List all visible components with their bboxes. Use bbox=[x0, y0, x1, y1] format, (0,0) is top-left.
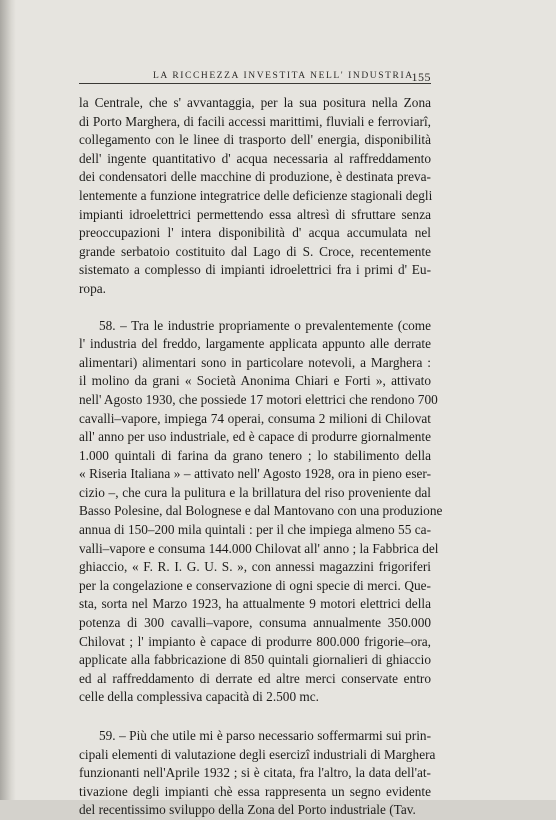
text-line: Basso Polesine, dal Bolognese e dal Mantovano con una produzione bbox=[79, 503, 443, 519]
text-line: cizio –, che cura la pulitura e la brillatura del riso proveniente dal bbox=[79, 484, 431, 500]
text-line: tivazione degli impianti chè essa rappresenta un segno evidente bbox=[79, 783, 431, 799]
text-line: grande serbatoio costituito dal Lago di S. Croce, recentemente bbox=[79, 243, 431, 259]
text-line: funzionanti nell'Aprile 1932 ; si è citata, fra l'altro, la data dell'at- bbox=[79, 765, 431, 781]
text-line: ghiaccio, « F. R. I. G. U. S. », con annessi magazzini frigoriferi bbox=[79, 559, 431, 575]
text-line: lentemente a funzione integratrice delle deficienze stagionali degli bbox=[79, 187, 433, 203]
running-head: LA RICCHEZZA INVESTITA NELL' INDUSTRIA bbox=[153, 71, 414, 81]
text-line: di Porto Marghera, di facili accessi marittimi, fluviali e ferroviarî, bbox=[79, 113, 431, 129]
paragraph-58 bbox=[79, 317, 443, 707]
binding-shadow bbox=[0, 0, 16, 800]
text-line: per la congelazione e conservazione di ogni specie di merci. Que- bbox=[79, 577, 431, 593]
paragraph-continuation bbox=[79, 94, 431, 299]
text-line: impianti idroelettrici permettendo essa altresì di sfruttare senza bbox=[79, 206, 431, 222]
text-line: applicate alla fabbricazione di 850 quintali giornalieri di ghiaccio bbox=[79, 652, 431, 668]
text-line: 1.000 quintali di farina da grano tenero ; lo stabilimento della bbox=[79, 447, 431, 463]
paragraph-59 bbox=[79, 727, 436, 820]
text-line: celle della complessiva capacità di 2.500 mc. bbox=[79, 689, 319, 705]
text-line: potenza di 300 cavalli–vapore, consuma annualmente 350.000 bbox=[79, 615, 431, 631]
text-line: la Centrale, che s' avvantaggia, per la sua positura nella Zona bbox=[79, 95, 431, 110]
text-line: Chilovat ; l' impianto è capace di produrre 800.000 frigorie–ora, bbox=[79, 633, 431, 649]
text-line: il molino da grani « Società Anonima Chiari e Forti », attivato bbox=[79, 373, 431, 389]
page-number: 155 bbox=[411, 70, 431, 84]
text-line: sta, sorta nel Marzo 1923, ha attualmente 9 motori elettrici della bbox=[79, 596, 431, 612]
text-line: collegamento con le linee di trasporto dell' energia, disponibilità bbox=[79, 132, 431, 148]
text-line: annua di 150–200 mila quintali : per il che impiega almeno 55 ca- bbox=[79, 522, 431, 538]
text-line: 59. – Più che utile mi è parso necessario soffermarmi sui prin- bbox=[99, 728, 431, 743]
text-line: ropa. bbox=[79, 280, 106, 296]
text-line: sistemato a complesso di impianti idroelettrici fra i primi d' Eu- bbox=[79, 262, 431, 278]
text-line: nell' Agosto 1930, che possiede 17 motori elettrici che rendono 700 bbox=[79, 391, 438, 407]
body-text bbox=[79, 94, 443, 820]
text-line: l' industria del freddo, largamente applicata appunto alle derrate bbox=[79, 336, 431, 352]
text-line: 58. – Tra le industrie propriamente o prevalentemente (come bbox=[99, 317, 431, 333]
text-line: del recentissimo sviluppo della Zona del Porto industriale (Tav. bbox=[79, 802, 416, 818]
text-line: dell' ingente quantitativo d' acqua necessaria al raffreddamento bbox=[79, 150, 431, 166]
text-line: cipali elementi di valutazione degli esercizî industriali di Marghera bbox=[79, 746, 436, 762]
text-line: ed al raffreddamento di derrate ed altre merci conservate entro bbox=[79, 670, 431, 686]
header-rule bbox=[79, 83, 431, 84]
text-line: alimentari) alimentari sono in particolare notevoli, a Marghera : bbox=[79, 354, 431, 370]
text-line: preoccupazioni l' intera disponibilità d' acqua accumulata nel bbox=[79, 225, 431, 241]
text-line: valli–vapore e consuma 144.000 Chilovat all' anno ; la Fabbrica del bbox=[79, 540, 439, 556]
text-line: dei condensatori delle macchine di produzione, è destinata preva- bbox=[79, 169, 431, 185]
text-line: cavalli–vapore, impiega 74 operai, consuma 2 milioni di Chilovat bbox=[79, 410, 431, 426]
text-line: all' anno per uso industriale, ed è capace di produrre giornalmente bbox=[79, 429, 431, 445]
text-line: « Riseria Italiana » – attivato nell' Agosto 1928, ora in pieno eser- bbox=[79, 466, 431, 482]
